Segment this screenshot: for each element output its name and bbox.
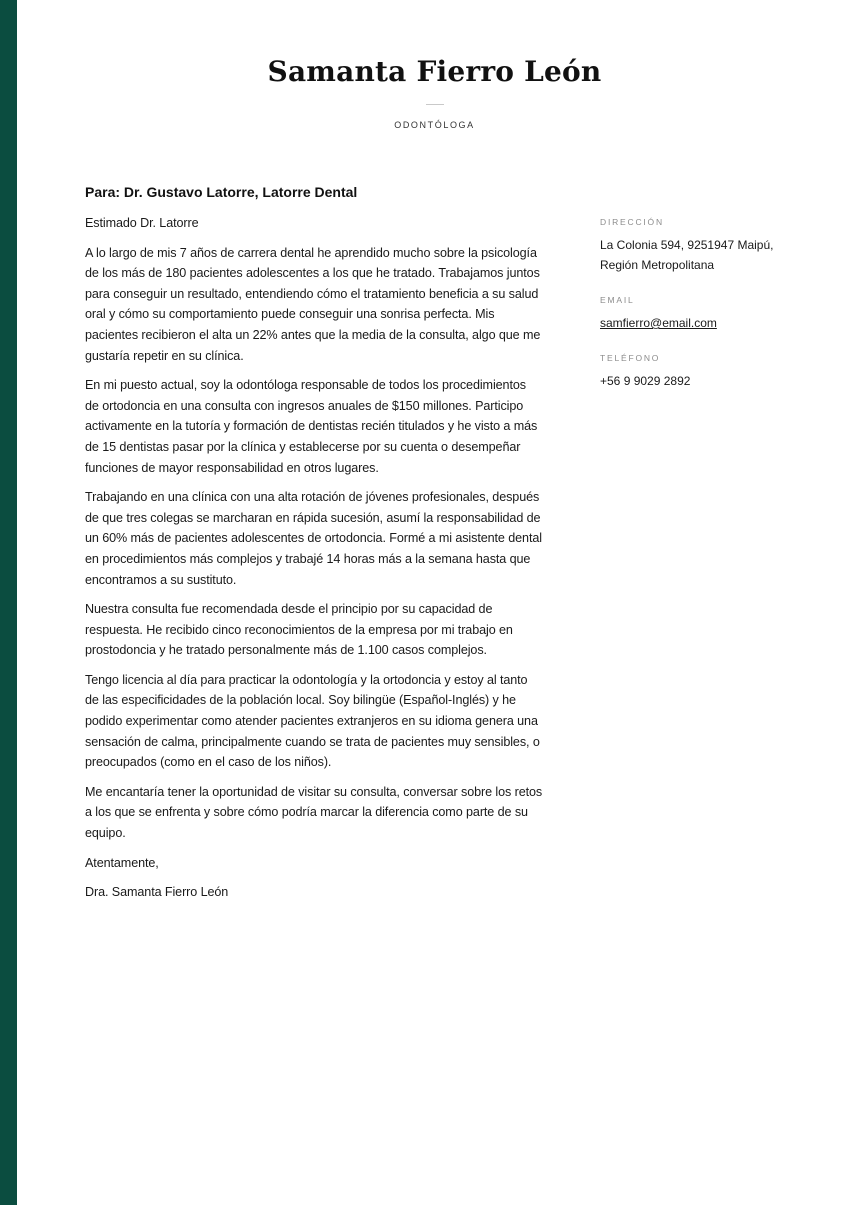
address-line-1: La Colonia 594, 9251947 Maipú,: [600, 238, 774, 252]
signature: Dra. Samanta Fierro León: [85, 885, 229, 900]
address-label: DIRECCIÓN: [600, 217, 664, 227]
phone-label: TELÉFONO: [600, 353, 661, 363]
email-value: [600, 313, 820, 333]
body-paragraph-4: Nuestra consulta fue recomendada desde el principio por su capacidad de respuesta. He recibido cinco reconocimientos de la empresa por mi trabajo en prostodoncia y he tratado personalmente más de 1.100 casos complejos.: [85, 602, 513, 658]
recipient-line: Para: Dr. Gustavo Latorre, Latorre Dental: [85, 184, 358, 200]
address-line-2: Región Metropolitana: [600, 258, 715, 272]
closing: Atentamente,: [85, 855, 159, 870]
body-paragraph-3: Trabajando en una clínica con una alta rotación de jóvenes profesionales, después de que tres colegas se marcharan en rápida sucesión, asumí la responsabilidad de un 60% más de pacientes adolescentes de ortodoncia. Formé a mi asistente dental en procedimientos más complejos y trabajé 14 horas más a la semana hasta que encontramos a su sustituto.: [85, 490, 542, 587]
email-label: EMAIL: [600, 295, 635, 305]
letter-body: [85, 182, 543, 912]
body-paragraph-1: A lo largo de mis 7 años de carrera dental he aprendido mucho sobre la psicología de los más de 180 pacientes adolescentes a los que he tratado. Trabajamos juntos para conseguir un resultado, entendiendo cómo el tratamiento beneficia a su salud oral y cómo su comportamiento puede conseguir una sonrisa perfecta. Mis pacientes recibieron el alta un 22% antes que la media de la consulta, algo que me gustaría repetir en su clínica.: [85, 245, 541, 363]
phone-value: +56 9 9029 2892: [600, 374, 691, 388]
address-value: [600, 235, 820, 275]
applicant-name: Samanta Fierro León: [267, 55, 602, 88]
letter-header: [17, 52, 852, 130]
contact-sidebar: [600, 216, 820, 410]
body-paragraph-5: Tengo licencia al día para practicar la odontología y la ortodoncia y estoy al tanto de las especificidades de la población local. Soy bilingüe (Español-Inglés) y he podido experimentar como atender pacientes extranjeros en su idioma genera una sensación de calma, principalmente cuando se trata de pacientes muy sensibles, o preocupados (como en el caso de los niños).: [85, 672, 540, 770]
header-divider: [426, 104, 444, 105]
body-paragraph-2: En mi puesto actual, soy la odontóloga responsable de todos los procedimientos de ortodoncia en una consulta con ingresos anuales de $150 millones. Participo activamente en la tutoría y formación de dentistas recién titulados y he visto a más de 15 dentistas pasar por la clínica y establecerse por su cuenta o desempeñar funciones de mayor responsabilidad en otros lugares.: [85, 378, 538, 475]
accent-side-bar: [0, 0, 17, 1205]
greeting: Estimado Dr. Latorre: [85, 216, 199, 230]
applicant-job-title: ODONTÓLOGA: [394, 120, 475, 130]
body-paragraph-6: Me encantaría tener la oportunidad de visitar su consulta, conversar sobre los retos a los que se enfrenta y sobre cómo podría marcar la diferencia como parte de su equipo.: [85, 784, 543, 841]
email-link[interactable]: samfierro@email.com: [600, 316, 717, 330]
